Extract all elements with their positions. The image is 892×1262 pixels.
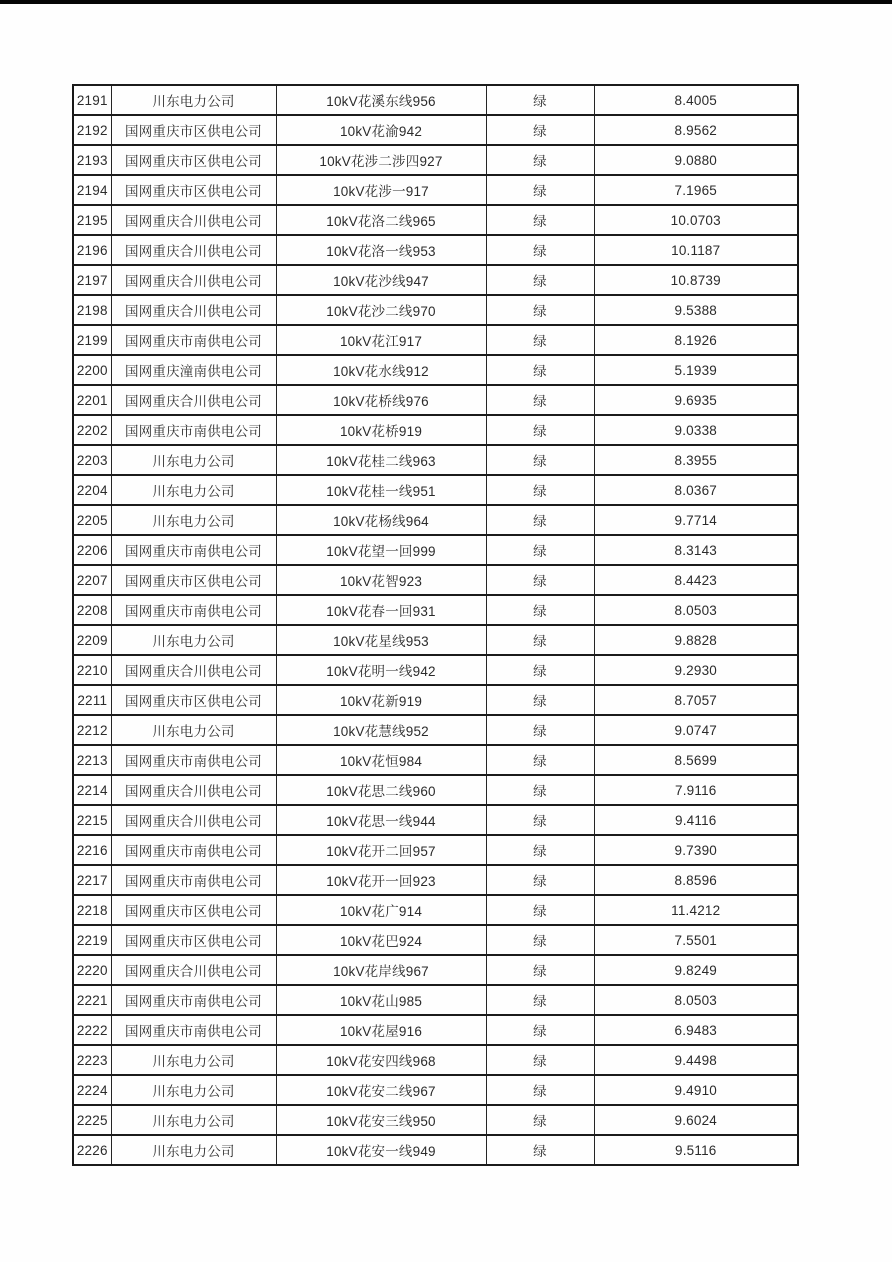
cell-company: 国网重庆市区供电公司 [111,895,276,925]
cell-id: 2216 [73,835,111,865]
cell-status: 绿 [486,1105,594,1135]
table-row [73,145,798,175]
cell-status: 绿 [486,205,594,235]
cell-value: 9.5388 [594,295,798,325]
cell-company: 川东电力公司 [111,1045,276,1075]
table-row [73,325,798,355]
cell-line: 10kV花思二线960 [276,775,486,805]
cell-company: 川东电力公司 [111,1105,276,1135]
table-row [73,475,798,505]
cell-value: 8.7057 [594,685,798,715]
cell-value: 5.1939 [594,355,798,385]
cell-status: 绿 [486,925,594,955]
cell-id: 2221 [73,985,111,1015]
cell-line: 10kV花渝942 [276,115,486,145]
cell-company: 川东电力公司 [111,475,276,505]
cell-id: 2200 [73,355,111,385]
cell-id: 2226 [73,1135,111,1165]
table-row [73,1015,798,1045]
cell-value: 8.1926 [594,325,798,355]
cell-company: 国网重庆市区供电公司 [111,565,276,595]
cell-company: 国网重庆市南供电公司 [111,985,276,1015]
cell-company: 国网重庆市南供电公司 [111,835,276,865]
cell-company: 川东电力公司 [111,85,276,115]
cell-id: 2202 [73,415,111,445]
cell-line: 10kV花慧线952 [276,715,486,745]
cell-status: 绿 [486,775,594,805]
cell-id: 2198 [73,295,111,325]
table-row [73,835,798,865]
cell-line: 10kV花安二线967 [276,1075,486,1105]
cell-value: 8.5699 [594,745,798,775]
cell-line: 10kV花广914 [276,895,486,925]
cell-company: 国网重庆市区供电公司 [111,145,276,175]
cell-value: 7.5501 [594,925,798,955]
cell-id: 2195 [73,205,111,235]
cell-value: 8.9562 [594,115,798,145]
cell-status: 绿 [486,235,594,265]
cell-company: 川东电力公司 [111,1075,276,1105]
cell-value: 7.1965 [594,175,798,205]
cell-status: 绿 [486,985,594,1015]
table-row [73,1075,798,1105]
cell-id: 2191 [73,85,111,115]
cell-id: 2218 [73,895,111,925]
cell-company: 川东电力公司 [111,1135,276,1165]
cell-line: 10kV花屋916 [276,1015,486,1045]
cell-value: 10.1187 [594,235,798,265]
cell-company: 国网重庆合川供电公司 [111,955,276,985]
table-row [73,445,798,475]
cell-status: 绿 [486,1075,594,1105]
cell-id: 2219 [73,925,111,955]
cell-line: 10kV花溪东线956 [276,85,486,115]
table-row [73,955,798,985]
cell-value: 8.0367 [594,475,798,505]
cell-id: 2217 [73,865,111,895]
cell-company: 川东电力公司 [111,715,276,745]
cell-status: 绿 [486,565,594,595]
cell-status: 绿 [486,415,594,445]
cell-company: 国网重庆潼南供电公司 [111,355,276,385]
table-row [73,685,798,715]
cell-status: 绿 [486,1015,594,1045]
cell-company: 国网重庆合川供电公司 [111,385,276,415]
cell-id: 2223 [73,1045,111,1075]
cell-status: 绿 [486,955,594,985]
cell-status: 绿 [486,85,594,115]
cell-line: 10kV花开一回923 [276,865,486,895]
cell-status: 绿 [486,535,594,565]
cell-company: 国网重庆合川供电公司 [111,295,276,325]
cell-line: 10kV花洛二线965 [276,205,486,235]
cell-status: 绿 [486,745,594,775]
cell-status: 绿 [486,835,594,865]
cell-line: 10kV花桂一线951 [276,475,486,505]
cell-company: 国网重庆市区供电公司 [111,175,276,205]
table-row [73,715,798,745]
cell-line: 10kV花新919 [276,685,486,715]
cell-id: 2192 [73,115,111,145]
power-line-table [72,84,799,1166]
table-row [73,115,798,145]
table-row [73,625,798,655]
cell-value: 8.4005 [594,85,798,115]
cell-line: 10kV花安三线950 [276,1105,486,1135]
cell-status: 绿 [486,295,594,325]
cell-status: 绿 [486,1045,594,1075]
cell-line: 10kV花巴924 [276,925,486,955]
cell-value: 9.7390 [594,835,798,865]
page-top-scan-bar [0,0,892,4]
cell-company: 国网重庆合川供电公司 [111,235,276,265]
cell-id: 2208 [73,595,111,625]
cell-company: 国网重庆市南供电公司 [111,415,276,445]
cell-id: 2204 [73,475,111,505]
cell-status: 绿 [486,385,594,415]
cell-id: 2197 [73,265,111,295]
cell-line: 10kV花桥线976 [276,385,486,415]
cell-id: 2199 [73,325,111,355]
table-row [73,805,798,835]
cell-value: 8.0503 [594,595,798,625]
cell-status: 绿 [486,1135,594,1165]
cell-value: 9.0338 [594,415,798,445]
cell-id: 2210 [73,655,111,685]
cell-status: 绿 [486,655,594,685]
cell-company: 国网重庆合川供电公司 [111,655,276,685]
cell-value: 8.0503 [594,985,798,1015]
table-row [73,565,798,595]
cell-line: 10kV花涉一917 [276,175,486,205]
cell-status: 绿 [486,445,594,475]
cell-value: 6.9483 [594,1015,798,1045]
table-row [73,865,798,895]
cell-id: 2193 [73,145,111,175]
cell-id: 2224 [73,1075,111,1105]
table-row [73,1105,798,1135]
table-row [73,505,798,535]
cell-value: 8.3955 [594,445,798,475]
cell-id: 2209 [73,625,111,655]
cell-id: 2203 [73,445,111,475]
cell-value: 9.4910 [594,1075,798,1105]
cell-company: 川东电力公司 [111,445,276,475]
table-row [73,745,798,775]
table-row [73,205,798,235]
cell-value: 8.4423 [594,565,798,595]
cell-line: 10kV花杨线964 [276,505,486,535]
cell-line: 10kV花开二回957 [276,835,486,865]
cell-id: 2215 [73,805,111,835]
cell-id: 2213 [73,745,111,775]
cell-status: 绿 [486,265,594,295]
cell-line: 10kV花岸线967 [276,955,486,985]
cell-id: 2214 [73,775,111,805]
cell-status: 绿 [486,685,594,715]
cell-value: 10.0703 [594,205,798,235]
cell-line: 10kV花安一线949 [276,1135,486,1165]
cell-status: 绿 [486,895,594,925]
cell-status: 绿 [486,325,594,355]
cell-company: 川东电力公司 [111,505,276,535]
table-row [73,775,798,805]
cell-line: 10kV花望一回999 [276,535,486,565]
cell-value: 11.4212 [594,895,798,925]
cell-line: 10kV花沙二线970 [276,295,486,325]
cell-line: 10kV花安四线968 [276,1045,486,1075]
cell-status: 绿 [486,805,594,835]
cell-company: 国网重庆市南供电公司 [111,325,276,355]
cell-company: 国网重庆市南供电公司 [111,1015,276,1045]
cell-status: 绿 [486,175,594,205]
cell-company: 川东电力公司 [111,625,276,655]
table-row [73,385,798,415]
cell-id: 2201 [73,385,111,415]
table-body [73,85,798,1165]
cell-status: 绿 [486,715,594,745]
cell-value: 9.0880 [594,145,798,175]
cell-id: 2225 [73,1105,111,1135]
cell-value: 9.5116 [594,1135,798,1165]
cell-id: 2206 [73,535,111,565]
table-row [73,235,798,265]
cell-line: 10kV花洛一线953 [276,235,486,265]
cell-id: 2211 [73,685,111,715]
cell-company: 国网重庆市区供电公司 [111,925,276,955]
cell-company: 国网重庆合川供电公司 [111,265,276,295]
table-row [73,925,798,955]
cell-status: 绿 [486,115,594,145]
cell-company: 国网重庆市区供电公司 [111,685,276,715]
cell-line: 10kV花沙线947 [276,265,486,295]
cell-line: 10kV花桂二线963 [276,445,486,475]
cell-line: 10kV花江917 [276,325,486,355]
cell-value: 9.6024 [594,1105,798,1135]
table-row [73,655,798,685]
cell-company: 国网重庆市南供电公司 [111,595,276,625]
cell-line: 10kV花思一线944 [276,805,486,835]
cell-id: 2220 [73,955,111,985]
cell-company: 国网重庆市南供电公司 [111,745,276,775]
cell-value: 9.7714 [594,505,798,535]
cell-line: 10kV花桥919 [276,415,486,445]
cell-status: 绿 [486,355,594,385]
cell-value: 9.8249 [594,955,798,985]
cell-value: 8.8596 [594,865,798,895]
cell-line: 10kV花水线912 [276,355,486,385]
cell-id: 2205 [73,505,111,535]
cell-value: 9.0747 [594,715,798,745]
cell-status: 绿 [486,595,594,625]
cell-company: 国网重庆合川供电公司 [111,805,276,835]
table-row [73,265,798,295]
table-row [73,85,798,115]
cell-line: 10kV花恒984 [276,745,486,775]
table-row [73,595,798,625]
cell-value: 9.8828 [594,625,798,655]
cell-value: 8.3143 [594,535,798,565]
cell-company: 国网重庆合川供电公司 [111,775,276,805]
cell-value: 9.4498 [594,1045,798,1075]
table-row [73,535,798,565]
cell-id: 2222 [73,1015,111,1045]
cell-status: 绿 [486,625,594,655]
cell-id: 2207 [73,565,111,595]
table-row [73,985,798,1015]
cell-value: 9.6935 [594,385,798,415]
table-row [73,1135,798,1165]
cell-company: 国网重庆市南供电公司 [111,535,276,565]
cell-value: 10.8739 [594,265,798,295]
table-row [73,415,798,445]
cell-value: 7.9116 [594,775,798,805]
cell-line: 10kV花涉二涉四927 [276,145,486,175]
cell-line: 10kV花春一回931 [276,595,486,625]
cell-company: 国网重庆市区供电公司 [111,115,276,145]
table-row [73,895,798,925]
cell-status: 绿 [486,865,594,895]
table-row [73,175,798,205]
cell-status: 绿 [486,145,594,175]
cell-value: 9.2930 [594,655,798,685]
cell-id: 2212 [73,715,111,745]
cell-status: 绿 [486,505,594,535]
table-row [73,355,798,385]
cell-line: 10kV花明一线942 [276,655,486,685]
cell-value: 9.4116 [594,805,798,835]
cell-id: 2196 [73,235,111,265]
table-row [73,295,798,325]
cell-id: 2194 [73,175,111,205]
cell-company: 国网重庆市南供电公司 [111,865,276,895]
cell-company: 国网重庆合川供电公司 [111,205,276,235]
cell-line: 10kV花山985 [276,985,486,1015]
cell-line: 10kV花星线953 [276,625,486,655]
table-row [73,1045,798,1075]
cell-status: 绿 [486,475,594,505]
cell-line: 10kV花智923 [276,565,486,595]
